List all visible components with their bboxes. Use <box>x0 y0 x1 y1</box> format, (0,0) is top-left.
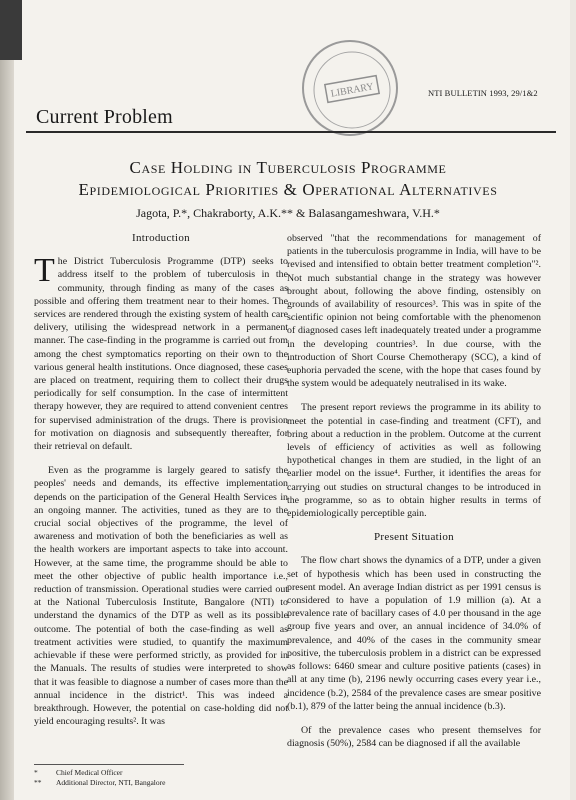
section-label: Current Problem <box>36 106 173 128</box>
section-divider <box>26 131 556 133</box>
footnote-2 <box>34 778 274 788</box>
stamp-text: LIBRARY <box>329 81 375 100</box>
present-paragraph-2: Of the prevalence cases who present themselves for diagnosis (50%), 2584 can be diagnosed if all the available <box>287 724 541 750</box>
footnote-text: Additional Director, NTI, Bangalore <box>56 778 166 787</box>
intro-paragraph-1-text: he District Tuberculosis Programme (DTP) seeks to address itself to the problem of tuberculosis in the community, through finding as many of the cases as possible and offering them treatment near to their homes. The services are rendered through the existing system of health care delivery, utilising the widespread network in a permanent manner. The case-finding in the programme is carried out from among the chest symptomatics reporting on their own to the various general health institutions. Once diagnosed, these cases are placed on treatment, requiring them to collect their drugs periodically for self consumption. In the case of intermittent therapy however, they are required to attend convenient centres for supervised administration of the drugs. There is provision for motivation on diagnosis and subsequently thereafter, for their retrieval on default. <box>34 256 288 453</box>
introduction-heading: Introduction <box>132 232 190 244</box>
intro-paragraph-2: Even as the programme is largely geared to satisfy the peoples' needs and demands, its effective implementation depends on the participation of the General Health Services in an ongoing manner. The activities, tuned as they are to the crucial social objectives of the programme, the level of awareness and motivation of both the beneficiaries as well as the health workers are important aspects to take into account. However, at the same time, the programme should be able to meet the other objective of public health importance i.e., reduction of transmission. Operational studies were carried out at the National Tuberculosis Institute, Bangalore (NTI) to understand the dynamics of the DTP as well as its possible outcome. The potential of both the case-finding as well as treatment activities were studied, to quantify the maximum achievable if these were performed strictly, as provided for in the Manuals. The results of studies were interpreted to show that it was feasible to diagnose a number of cases more than the annual incidence in the district¹. This was indeed a breakthrough. However, the potential on case-holding did not yield encouraging results². It was <box>34 465 288 728</box>
article-title-line-1: Case Holding in Tuberculosis Programme <box>129 158 447 177</box>
left-column <box>34 232 288 739</box>
present-paragraph-1: The flow chart shows the dynamics of a DTP, under a given set of hypothesis which has been used in constructing the present model. An average Indian district as per 1991 census is considered to have a population of 1.9 million (a). At a prevalence rate of bacillary cases of 4.0 per thousand in the age group five years and over, an annual incidence of 34.0% of prevalence, and 40% of the cases in the community smear positive, the tuberculosis problem in a district can be expressed as follows: 6460 smear and culture positive patients (cases) in all at any time (b), 2196 newly occurring cases every year i.e., incidence (b.2), 2584 of the prevalence cases are smear positive (b.1), 879 of the latter being the annual incidence (b.3). <box>287 555 541 712</box>
article-title-line-2: Epidemiological Priorities & Operational Alternatives <box>78 180 498 199</box>
footnote-1 <box>34 768 274 778</box>
footnote-mark: * <box>34 768 38 777</box>
footnote-rule <box>34 764 184 765</box>
footnotes <box>34 768 274 788</box>
binding-edge <box>0 0 14 800</box>
right-paragraph-2: The present report reviews the programme in its ability to meet the potential in case-finding and treatment (CFT), and bring about a reduction in the problem. Outcome at the current levels of efficiency of activities as well as following hypothetical changes in them are studied, in the light of an earlier model on the issue⁴. Further, it identifies the areas for carrying out studies on structural changes to be introduced in the programme, so as to obtain higher results in terms of epidemiologically perceptible gain. <box>287 402 541 520</box>
running-head: NTI BULLETIN 1993, 29/1&2 <box>428 88 538 98</box>
intro-paragraph-1 <box>34 252 288 453</box>
author-line: Jagota, P.*, Chakraborty, A.K.** & Balasangameshwara, V.H.* <box>136 206 440 220</box>
right-paragraph-1: observed "that the recommendations for management of patients in the tuberculosis programme in India, will have to be revised and intensified to obtain better treatment completion"². Not much substantial change in the strategy was however brought about, following the above finding, ostensibly on grounds of availability of resources³. This was in spite of the scientific opinion not being comfortable with the phenomenon of diagnosed cases left inadequately treated under a programme in the developing countries³. In due course, with the introduction of Short Course Chemotherapy (SCC), a kind of euphoria pervaded the scene, with the hope that cases found by the system would be adequately neutralised in its wake. <box>287 233 541 390</box>
footnote-text: Chief Medical Officer <box>56 768 123 777</box>
footnote-mark: ** <box>34 778 42 787</box>
drop-cap: T <box>34 252 55 290</box>
scan-shadow <box>0 0 22 60</box>
present-situation-heading: Present Situation <box>374 531 454 544</box>
library-stamp <box>302 40 398 136</box>
right-column <box>287 232 541 761</box>
